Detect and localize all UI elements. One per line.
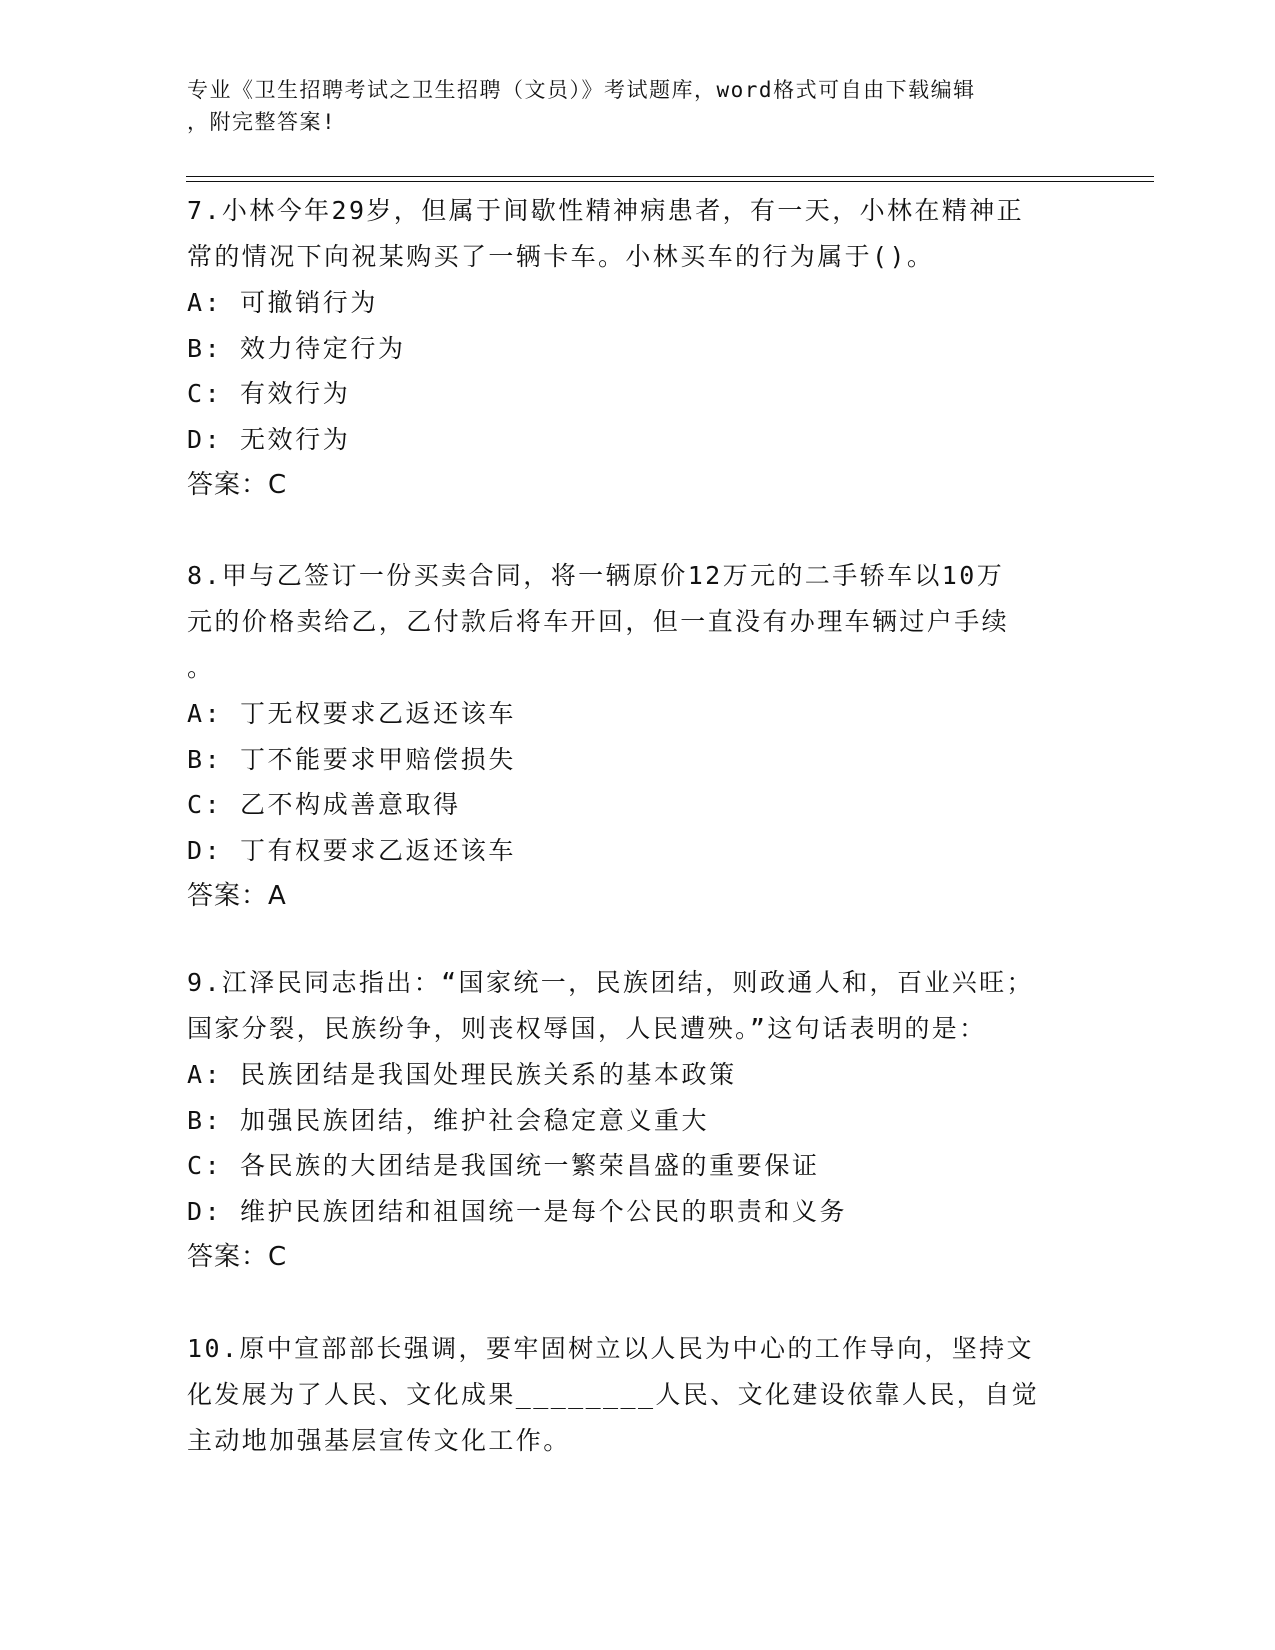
option-d: D: 无效行为: [187, 424, 351, 454]
option-c: C: 各民族的大团结是我国统一繁荣昌盛的重要保证: [187, 1151, 820, 1180]
header-line-2: ，附完整答案!: [187, 110, 337, 134]
question-stem-line: 10.原中宣部部长强调，要牢固树立以人民为中心的工作导向，坚持文: [187, 1334, 1034, 1363]
option-b: B: 丁不能要求甲赔偿损失: [187, 744, 516, 774]
option-d: D: 维护民族团结和祖国统一是每个公民的职责和义务: [187, 1196, 848, 1226]
question-stem-line: 元的价格卖给乙，乙付款后将车开回，但一直没有办理车辆过户手续: [187, 607, 1010, 636]
answer-line: 答案：A: [187, 881, 287, 911]
option-c: C: 有效行为: [187, 379, 351, 408]
header-divider-bottom: [186, 181, 1154, 182]
question-stem-line: 国家分裂，民族纷争，则丧权辱国，人民遭殃。”这句话表明的是：: [187, 1014, 987, 1043]
header-line-1: 专业《卫生招聘考试之卫生招聘（文员）》考试题库，word格式可自由下载编辑: [187, 78, 976, 102]
question-stem-line: 8.甲与乙签订一份买卖合同，将一辆原价12万元的二手轿车以10万: [187, 561, 1005, 590]
answer-line: 答案：C: [187, 470, 288, 500]
question-stem-line: 主动地加强基层宣传文化工作。: [187, 1426, 571, 1455]
option-a: A: 丁无权要求乙返还该车: [187, 699, 516, 728]
option-c: C: 乙不构成善意取得: [187, 790, 461, 819]
header-divider-top: [186, 176, 1154, 177]
option-a: A: 可撤销行为: [187, 288, 378, 317]
document-header: [187, 74, 1067, 138]
option-d: D: 丁有权要求乙返还该车: [187, 835, 516, 865]
question-stem-line: 9.江泽民同志指出：“国家统一，民族团结，则政通人和，百业兴旺；: [187, 968, 1034, 997]
question-stem-line: 。: [187, 653, 215, 682]
question-stem-line: 化发展为了人民、文化成果________人民、文化建设依靠人民，自觉: [187, 1380, 1040, 1409]
question-10: [187, 1326, 1087, 1464]
option-b: B: 加强民族团结，维护社会稳定意义重大: [187, 1105, 710, 1135]
option-b: B: 效力待定行为: [187, 333, 406, 363]
question-stem-line: 7.小林今年29岁，但属于间歇性精神病患者，有一天，小林在精神正: [187, 196, 1025, 225]
question-8: [187, 553, 1087, 919]
answer-line: 答案：C: [187, 1242, 288, 1272]
question-9: [187, 960, 1087, 1280]
question-stem-line: 常的情况下向祝某购买了一辆卡车。小林买车的行为属于()。: [187, 242, 935, 271]
option-a: A: 民族团结是我国处理民族关系的基本政策: [187, 1060, 737, 1089]
question-7: [187, 188, 1087, 508]
